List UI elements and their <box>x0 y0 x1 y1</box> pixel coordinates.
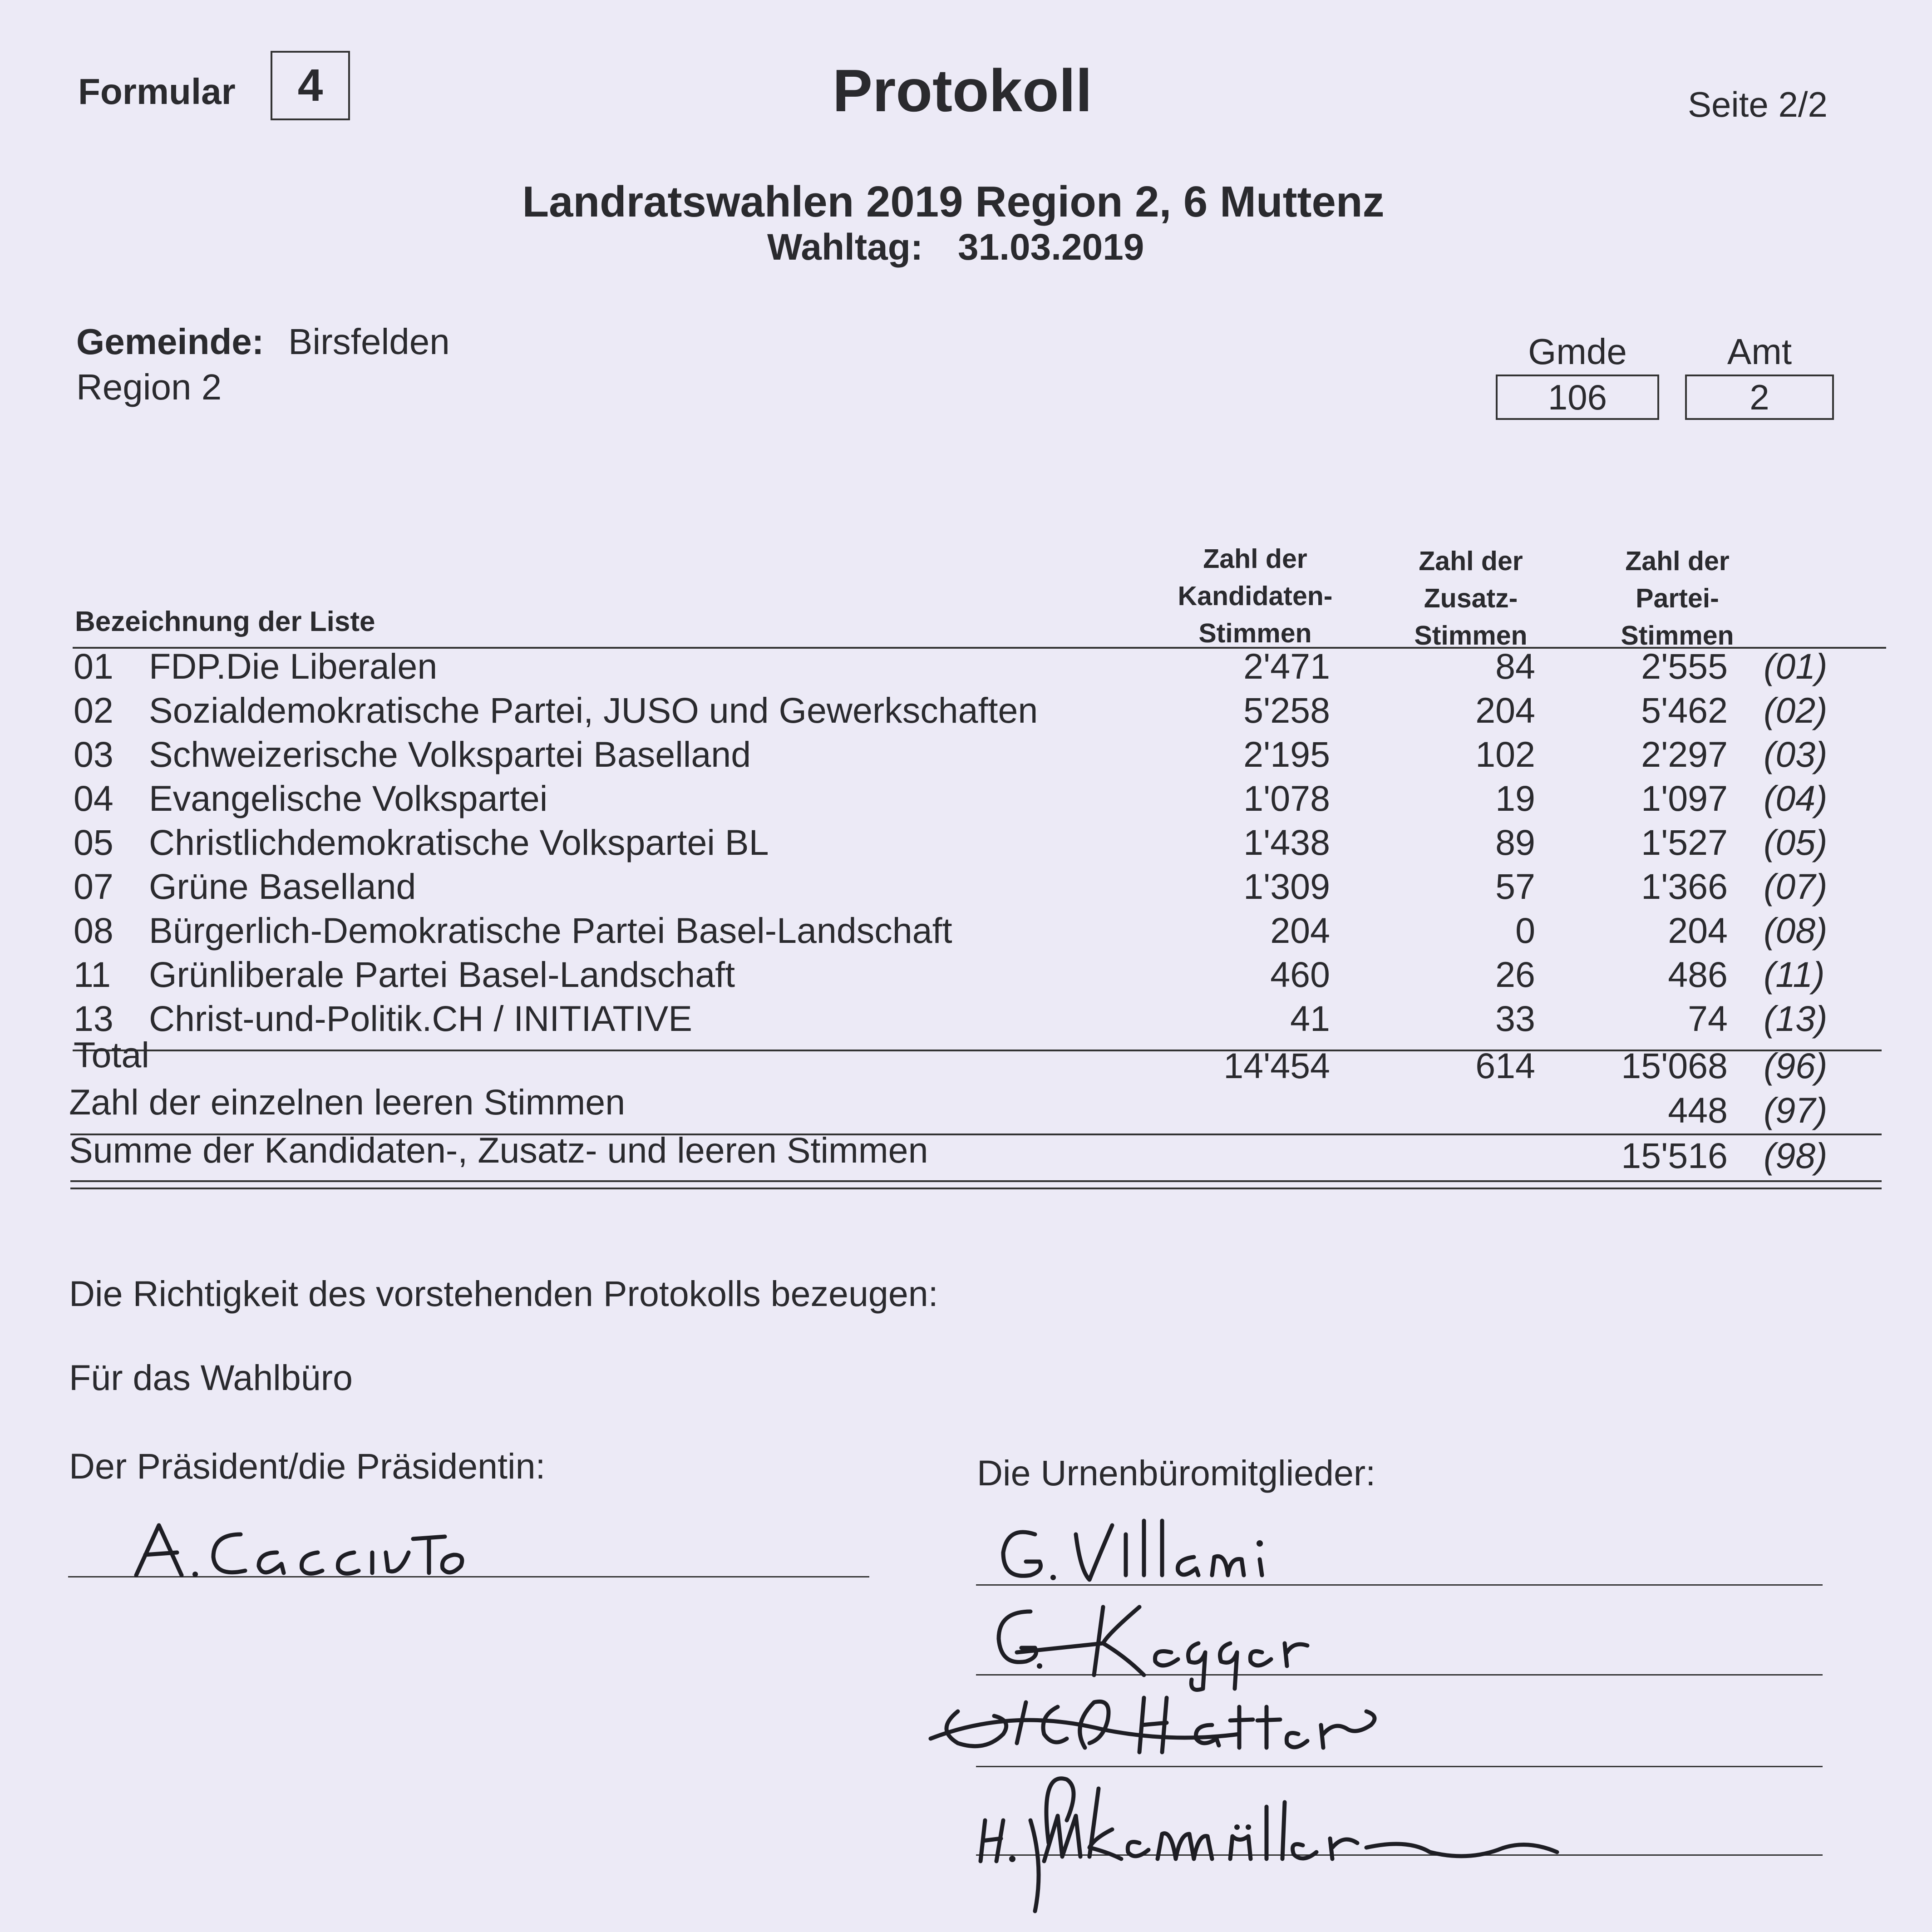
zusatz-stimmen: 0 <box>1515 910 1535 951</box>
wahltag-label: Wahltag: <box>767 227 923 268</box>
list-number: 05 <box>74 822 113 862</box>
zusatz-stimmen: 204 <box>1475 690 1535 730</box>
urnen-signature-stoecklin <box>922 1680 1466 1770</box>
table-row <box>0 909 1932 952</box>
row-code: (03) <box>1764 734 1828 774</box>
list-number: 03 <box>74 734 113 774</box>
zusatz-stimmen: 84 <box>1495 646 1535 686</box>
row-code: (01) <box>1764 646 1828 686</box>
total-zusatz: 614 <box>1475 1045 1535 1086</box>
praesident-label: Der Präsident/die Präsidentin: <box>69 1446 546 1486</box>
page-title: Protokoll <box>832 57 1093 124</box>
leer-row <box>0 1082 1932 1130</box>
summe-rule-double-2 <box>70 1188 1882 1189</box>
row-code: (02) <box>1764 690 1828 730</box>
partei-stimmen: 2'297 <box>1641 734 1728 774</box>
zusatz-stimmen: 102 <box>1475 734 1535 774</box>
zusatz-stimmen: 26 <box>1495 954 1535 995</box>
zusatz-stimmen: 89 <box>1495 822 1535 862</box>
list-name: Schweizerische Volkspartei Baselland <box>149 734 751 774</box>
table-row <box>0 689 1932 732</box>
amt-value-box: 2 <box>1685 375 1834 420</box>
election-subtitle: Landratswahlen 2019 Region 2, 6 Muttenz <box>522 177 1385 226</box>
gemeinde-name: Birsfelden <box>288 321 450 362</box>
kandidaten-stimmen: 204 <box>1270 910 1330 951</box>
region-label: Region 2 <box>76 367 222 407</box>
zusatz-stimmen: 57 <box>1495 866 1535 907</box>
list-name: Sozialdemokratische Partei, JUSO und Gewerkschaften <box>149 690 1038 730</box>
list-name: FDP.Die Liberalen <box>149 646 438 686</box>
row-code: (04) <box>1764 778 1828 818</box>
partei-stimmen: 204 <box>1668 910 1728 951</box>
page-number: Seite 2/2 <box>1688 84 1828 124</box>
gmde-value-box: 106 <box>1496 375 1659 420</box>
total-label: Total <box>74 1035 149 1075</box>
partei-stimmen: 1'366 <box>1641 866 1728 907</box>
partei-stimmen: 1'527 <box>1641 822 1728 862</box>
list-number: 02 <box>74 690 113 730</box>
table-row <box>0 645 1932 688</box>
kandidaten-stimmen: 2'471 <box>1243 646 1330 686</box>
row-code: (05) <box>1764 822 1828 862</box>
leer-label: Zahl der einzelnen leeren Stimmen <box>69 1082 626 1122</box>
row-code: (13) <box>1764 998 1828 1039</box>
list-name: Evangelische Volkspartei <box>149 778 548 818</box>
formular-label: Formular <box>78 71 236 112</box>
table-row <box>0 997 1932 1040</box>
richtigkeit-text: Die Richtigkeit des vorstehenden Protokolls bezeugen: <box>69 1273 938 1314</box>
total-kandidaten: 14'454 <box>1223 1045 1330 1086</box>
row-code: (07) <box>1764 866 1828 907</box>
list-name: Grüne Baselland <box>149 866 416 907</box>
praesident-signature <box>127 1516 472 1584</box>
wahltag-date: 31.03.2019 <box>958 227 1144 268</box>
amt-label: Amt <box>1727 331 1792 372</box>
list-number: 08 <box>74 910 113 951</box>
table-row <box>0 865 1932 908</box>
zusatz-column-header: Zahl der Zusatz- Stimmen <box>1414 546 1528 651</box>
partei-stimmen: 486 <box>1668 954 1728 995</box>
urnen-signature-unkenmueller <box>976 1761 1657 1920</box>
wahlbuero-text: Für das Wahlbüro <box>69 1357 353 1398</box>
summe-label: Summe der Kandidaten-, Zusatz- und leeren Stimmen <box>69 1130 928 1170</box>
formular-number-box: 4 <box>271 51 350 120</box>
list-name: Grünliberale Partei Basel-Landschaft <box>149 954 735 995</box>
list-number: 07 <box>74 866 113 907</box>
partei-stimmen: 1'097 <box>1641 778 1728 818</box>
total-row <box>0 1035 1932 1086</box>
list-name: Bürgerlich-Demokratische Partei Basel-Landschaft <box>149 910 952 951</box>
kandidaten-stimmen: 1'438 <box>1243 822 1330 862</box>
list-name: Christlichdemokratische Volkspartei BL <box>149 822 769 862</box>
row-code: (08) <box>1764 910 1828 951</box>
list-number: 11 <box>74 954 111 995</box>
row-code: (97) <box>1764 1090 1828 1130</box>
leer-partei: 448 <box>1668 1090 1728 1130</box>
kandidaten-stimmen: 2'195 <box>1243 734 1330 774</box>
list-column-header: Bezeichnung der Liste <box>75 606 375 637</box>
row-code: (96) <box>1764 1045 1828 1086</box>
urnen-signature-villani <box>990 1516 1298 1593</box>
partei-stimmen: 5'462 <box>1641 690 1728 730</box>
row-code: (98) <box>1764 1135 1828 1176</box>
kandidaten-stimmen: 5'258 <box>1243 690 1330 730</box>
list-name: Christ-und-Politik.CH / INITIATIVE <box>149 998 692 1039</box>
urnen-label: Die Urnenbüromitglieder: <box>977 1453 1376 1493</box>
list-number: 01 <box>74 646 113 686</box>
table-row <box>0 821 1932 864</box>
total-partei: 15'068 <box>1621 1045 1728 1086</box>
kandidaten-column-header: Zahl der Kandidaten- Stimmen <box>1178 544 1333 648</box>
partei-stimmen: 74 <box>1688 998 1728 1039</box>
kandidaten-stimmen: 460 <box>1270 954 1330 995</box>
table-row <box>0 733 1932 776</box>
row-code: (11) <box>1764 954 1825 995</box>
summe-partei: 15'516 <box>1621 1135 1728 1176</box>
table-row <box>0 953 1932 996</box>
table-row <box>0 777 1932 820</box>
gmde-label: Gmde <box>1528 331 1627 372</box>
list-number: 13 <box>74 998 113 1039</box>
kandidaten-stimmen: 1'309 <box>1243 866 1330 907</box>
kandidaten-stimmen: 41 <box>1290 998 1330 1039</box>
zusatz-stimmen: 19 <box>1495 778 1535 818</box>
partei-column-header: Zahl der Partei- Stimmen <box>1621 546 1734 651</box>
kandidaten-stimmen: 1'078 <box>1243 778 1330 818</box>
partei-stimmen: 2'555 <box>1641 646 1728 686</box>
summe-row <box>0 1130 1932 1174</box>
zusatz-stimmen: 33 <box>1495 998 1535 1039</box>
list-number: 04 <box>74 778 113 818</box>
summe-rule-double-1 <box>70 1180 1882 1182</box>
gemeinde-label: Gemeinde: <box>76 321 264 362</box>
